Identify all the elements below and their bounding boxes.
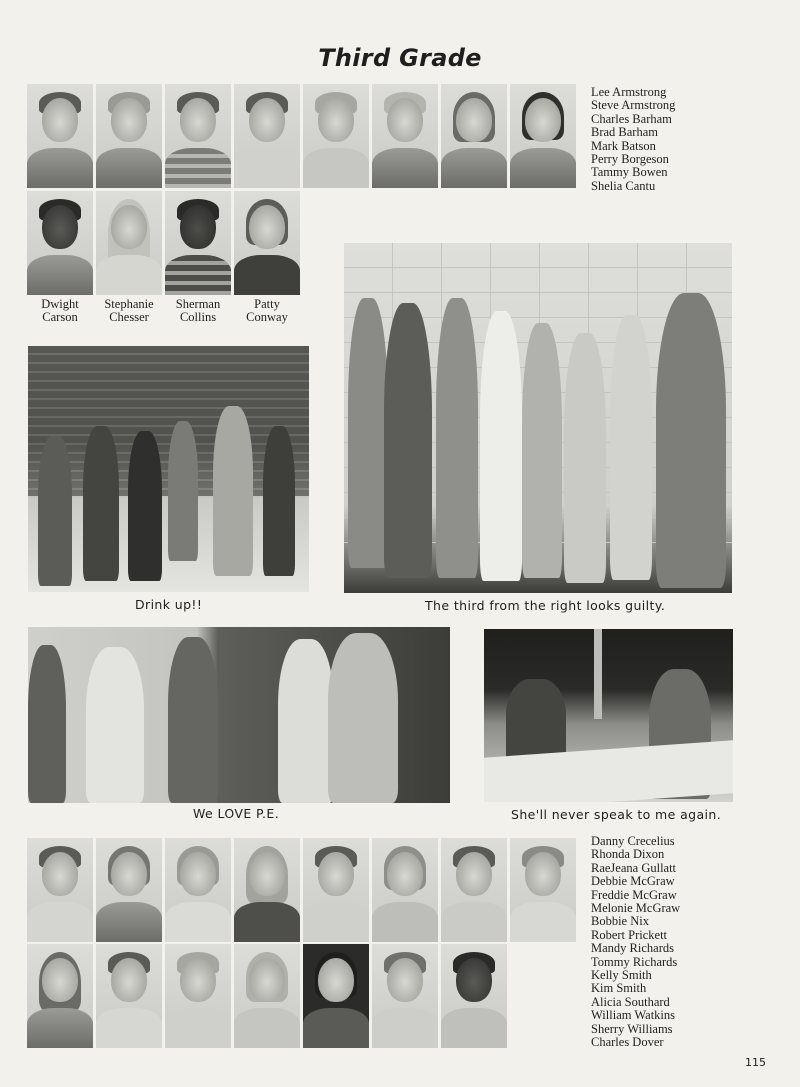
student-name: Melonie McGraw xyxy=(591,901,681,916)
student-name: Perry Borgeson xyxy=(591,152,669,167)
student-name: Lee Armstrong xyxy=(591,85,667,99)
student-name: Mandy Richards xyxy=(591,941,674,956)
portrait-photo xyxy=(372,944,438,1048)
group-wall-caption: The third from the right looks guilty. xyxy=(425,598,666,613)
portrait-caption xyxy=(234,298,300,324)
first-name: Patty xyxy=(254,297,280,311)
student-name: Tammy Bowen xyxy=(591,165,668,180)
first-name: Dwight xyxy=(41,297,79,311)
last-name: Conway xyxy=(246,310,288,324)
student-name: Freddie McGraw xyxy=(591,887,677,902)
portrait-photo xyxy=(234,191,300,295)
student-name: Brad Barham xyxy=(591,125,658,140)
student-name: Kelly Smith xyxy=(591,968,652,983)
drink-up-caption: Drink up!! xyxy=(135,597,203,612)
student-name: Bobbie Nix xyxy=(591,914,649,929)
student-name: Danny Crecelius xyxy=(591,834,675,848)
portrait-photo xyxy=(234,84,300,188)
group-wall-photo xyxy=(344,243,732,593)
student-name: Kim Smith xyxy=(591,981,647,996)
last-name: Collins xyxy=(179,310,217,324)
portrait-photo xyxy=(27,191,93,295)
portrait-photo xyxy=(165,838,231,942)
student-name: RaeJeana Gullatt xyxy=(591,860,677,875)
drink-up-photo xyxy=(28,346,309,592)
portrait-photo xyxy=(372,84,438,188)
student-name: Steve Armstrong xyxy=(591,98,676,113)
pe-photo xyxy=(28,627,450,803)
student-name: Shelia Cantu xyxy=(591,178,656,193)
portrait-caption xyxy=(27,298,93,324)
portrait-photo xyxy=(234,838,300,942)
portrait-photo xyxy=(441,84,507,188)
pe-caption: We LOVE P.E. xyxy=(193,806,280,821)
bottom-names-list xyxy=(591,835,680,1050)
student-name: Robert Prickett xyxy=(591,927,668,942)
portrait-caption xyxy=(96,298,162,324)
first-name: Stephanie xyxy=(104,297,154,311)
portrait-photo xyxy=(27,944,93,1048)
student-name: William Watkins xyxy=(591,1008,676,1023)
portrait-photo xyxy=(510,838,576,942)
portrait-caption xyxy=(165,298,231,324)
student-name: Tommy Richards xyxy=(591,954,678,969)
first-name: Sherman xyxy=(175,297,221,311)
student-name: Charles Dover xyxy=(591,1035,664,1050)
student-name: Rhonda Dixon xyxy=(591,847,665,862)
page-number: 115 xyxy=(745,1056,766,1069)
portrait-photo xyxy=(96,944,162,1048)
portrait-photo xyxy=(27,838,93,942)
portrait-photo xyxy=(165,191,231,295)
student-name: Debbie McGraw xyxy=(591,874,675,889)
student-name: Charles Barham xyxy=(591,111,672,126)
portrait-photo xyxy=(165,944,231,1048)
portrait-photo xyxy=(165,84,231,188)
page-title: Third Grade xyxy=(318,44,482,72)
portrait-photo xyxy=(372,838,438,942)
portrait-photo xyxy=(510,84,576,188)
student-name: Mark Batson xyxy=(591,138,656,153)
last-name: Carson xyxy=(42,310,78,324)
portrait-photo xyxy=(303,838,369,942)
portrait-photo xyxy=(27,84,93,188)
student-name: Alicia Southard xyxy=(591,994,670,1009)
portrait-photo xyxy=(234,944,300,1048)
portrait-photo xyxy=(303,84,369,188)
portrait-photo xyxy=(96,84,162,188)
portrait-photo xyxy=(96,191,162,295)
portrait-photo xyxy=(441,944,507,1048)
portrait-photo xyxy=(303,944,369,1048)
last-name: Chesser xyxy=(109,310,149,324)
student-name: Sherry Williams xyxy=(591,1021,673,1036)
portrait-photo xyxy=(441,838,507,942)
classroom-photo xyxy=(484,629,733,802)
classroom-caption: She'll never speak to me again. xyxy=(511,807,722,822)
portrait-photo xyxy=(96,838,162,942)
top-names-list xyxy=(591,86,675,193)
